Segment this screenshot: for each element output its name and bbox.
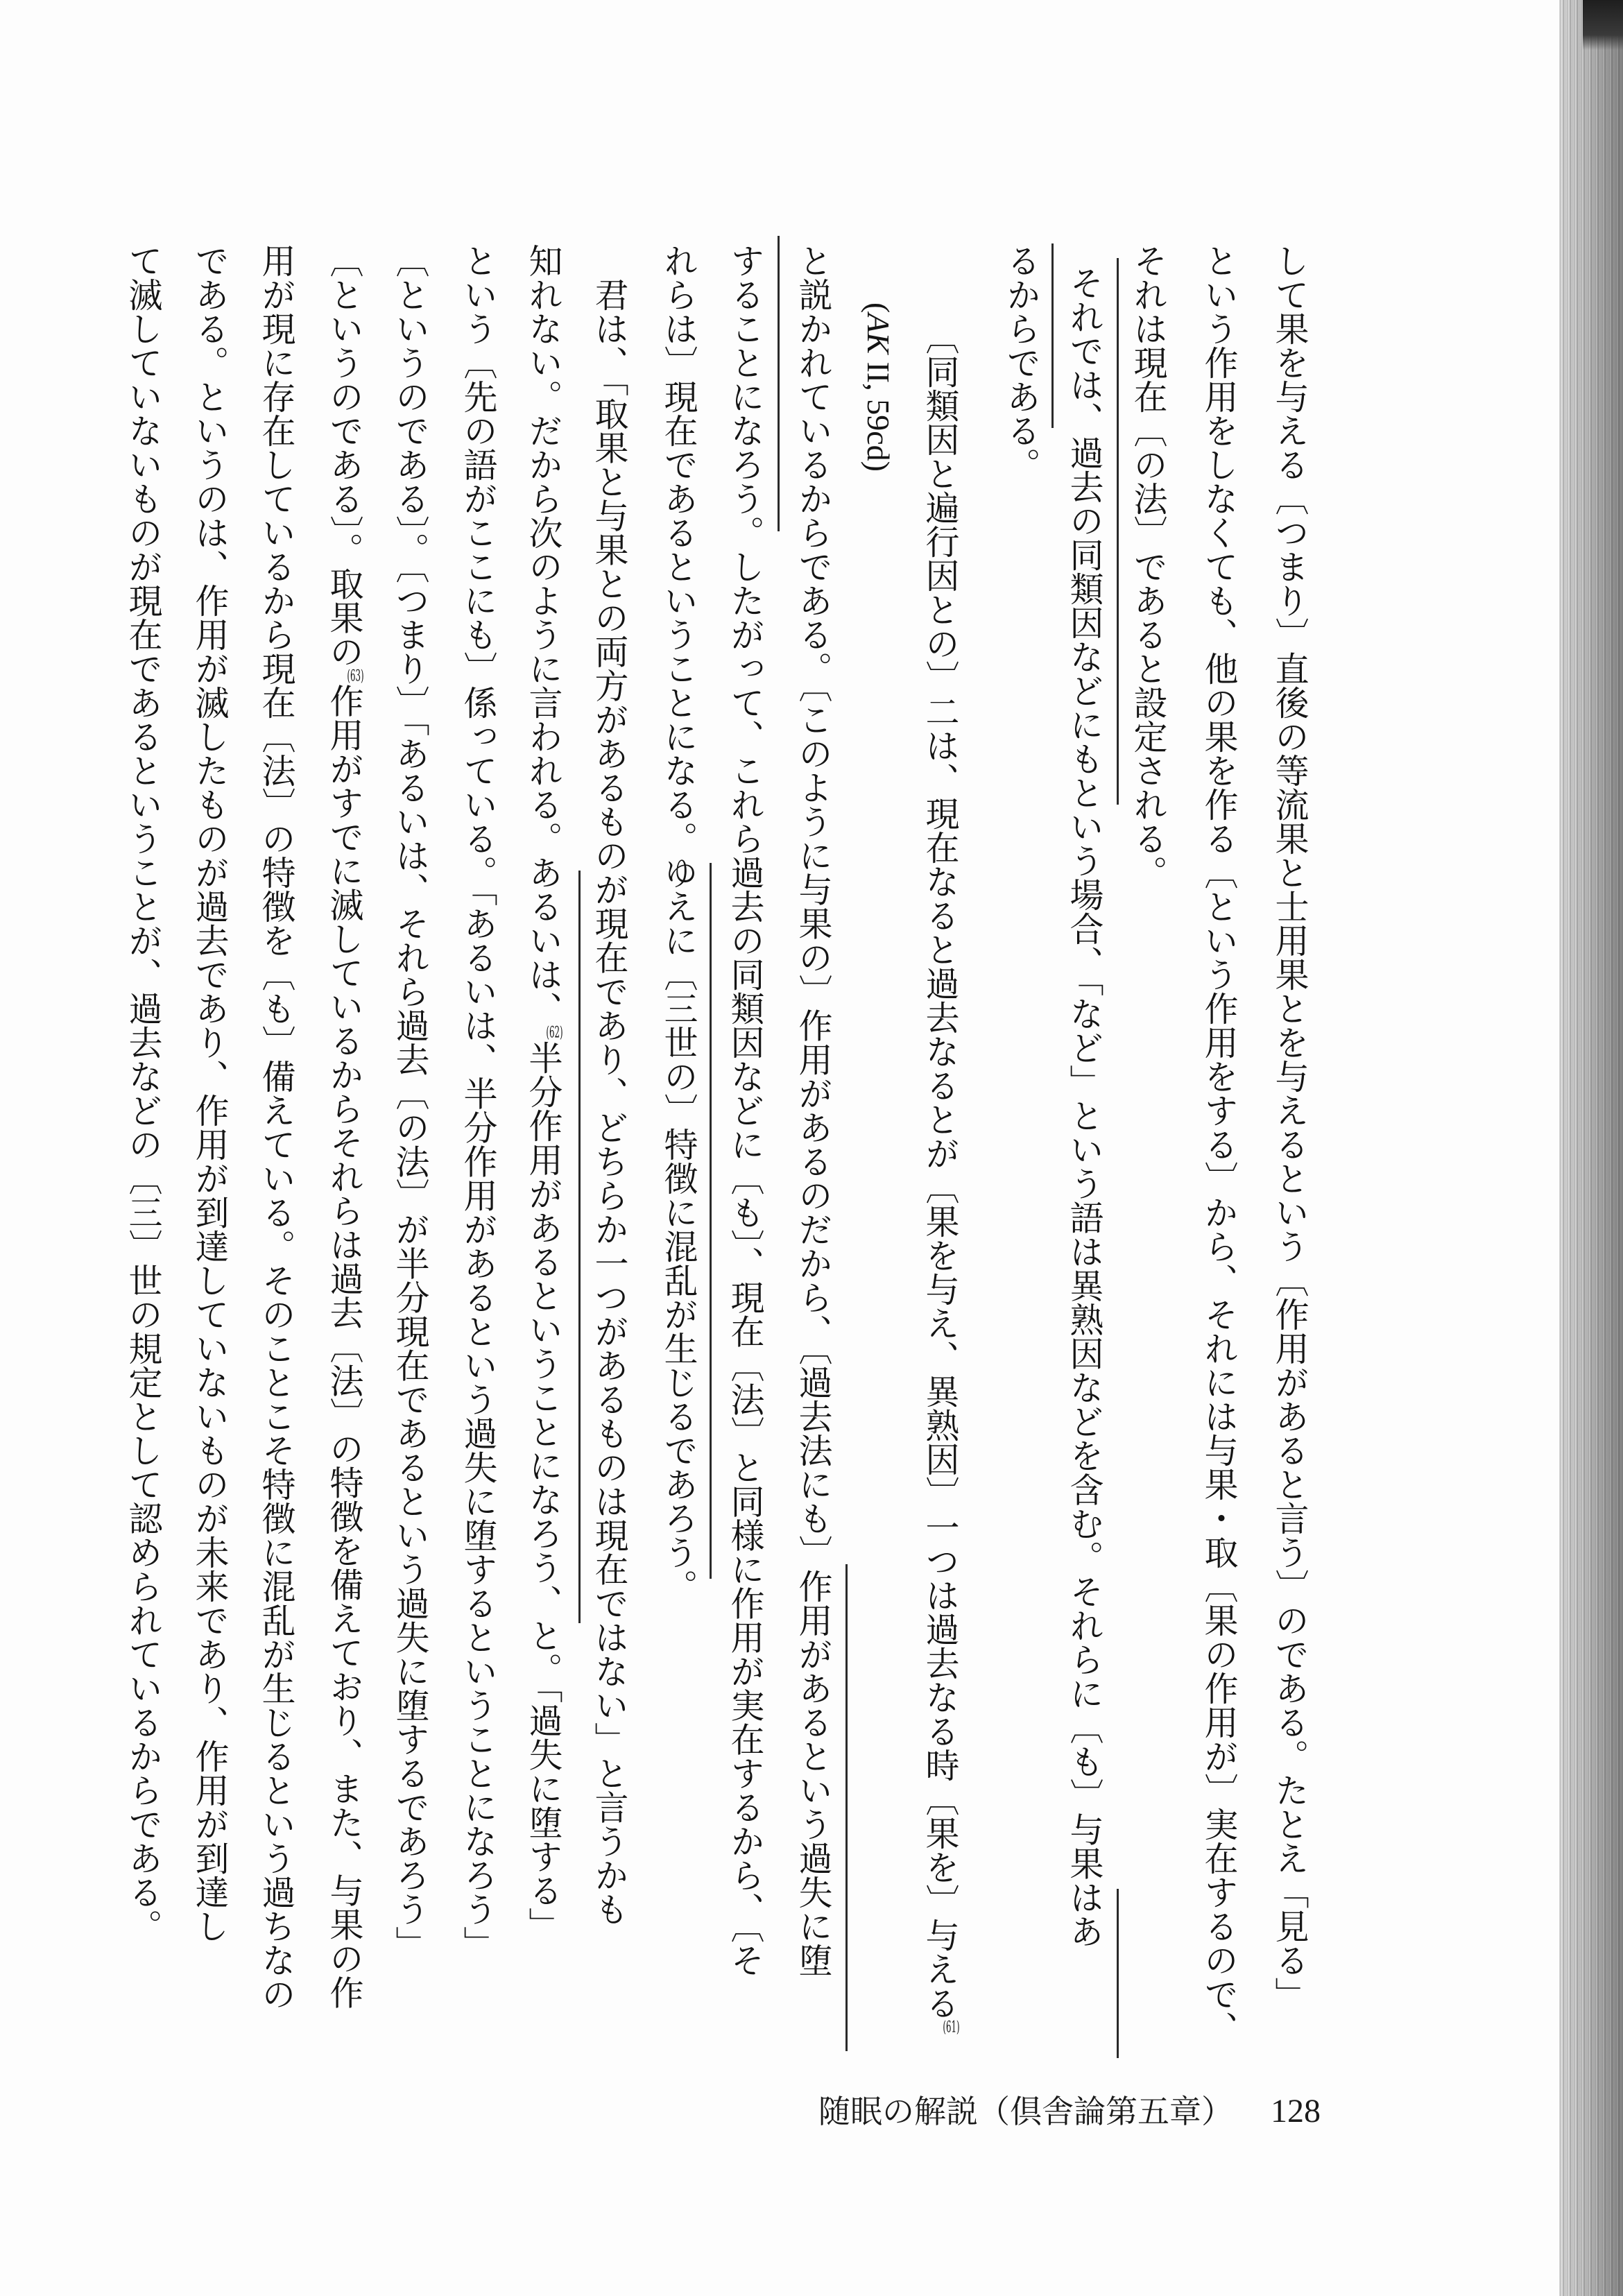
page-binding-edge (1559, 0, 1623, 2296)
column-text: することになろう。したがって、これら過去の同類因などに〔も〕、現在〔法〕と同様に作用が実在するから、〔そ (725, 243, 765, 1977)
column-text: れらは〕現在であるということになる。ゆえに〔三世の〕特徴に混乱が生じるであろう。 (659, 243, 698, 1603)
sideline-mark (710, 863, 712, 1579)
column-text: 〔というのである〕。取果の (325, 243, 364, 669)
sideline-mark (1117, 258, 1119, 805)
binding-shadow (1583, 0, 1623, 50)
footnote-ref-61: (61) (943, 2020, 960, 2035)
column-text: 知れない。だから次のように言われる。あるいは、 (524, 243, 563, 1025)
citation-abbr: AK (861, 313, 896, 354)
sideline-mark (1051, 243, 1054, 428)
citation-paren: ( (861, 302, 896, 314)
column-text: て滅していないものが現在であるということが、過去などの〔三〕世の規定として認められているからである。 (123, 243, 163, 1943)
column-text: して果を与える〔つまり〕直後の等流果と士用果とを与えるという〔作用があると言う〕のである。たとえ「見る」 (1270, 243, 1309, 2011)
sideline-mark (778, 236, 780, 531)
text-column-16 (255, 243, 297, 2011)
column-text: 半分作用があるということになろう、と。「過失に堕する」 (524, 1040, 563, 1942)
verse-quote-column (919, 320, 961, 2035)
text-column-18 (122, 243, 164, 1943)
text-column-2 (1198, 243, 1239, 2045)
text-column-4 (1063, 266, 1105, 1948)
sideline-mark (845, 1564, 848, 2051)
sideline-mark (578, 871, 581, 1623)
text-column-8 (792, 243, 834, 1977)
citation-column (857, 302, 899, 472)
column-text: という作用をしなくても、他の果を作る〔という作用をする〕から、それには与果・取〔果の作用が〕実在するので、 (1199, 243, 1239, 2045)
column-text: という〔先の語がここにも〕係っている。「あるいは、半分作用があるという過失に堕するということになろう」 (458, 243, 498, 1960)
text-column-15 (323, 243, 365, 2010)
text-column-1 (1269, 243, 1310, 2011)
column-text: それは現在〔の法〕であると設定される。 (1128, 243, 1168, 889)
text-column-3 (1127, 243, 1169, 889)
column-text: それでは、過去の同類因などにもという場合、「など」という語は異熟因などを含む。それらに〔も〕与果はあ (1065, 266, 1104, 1948)
citation-ref: II, 59cd) (861, 354, 896, 472)
page-number: 128 (1271, 2093, 1321, 2130)
footnote-ref-62: (62) (546, 1025, 563, 1040)
footnote-ref-63: (63) (347, 668, 364, 684)
text-column-11 (588, 277, 630, 1926)
sideline-mark (1117, 1889, 1119, 2058)
text-column-17 (189, 243, 230, 1943)
column-text: 作用がすでに滅しているからそれらは過去〔法〕の特徴を備えており、また、与果の作 (325, 683, 364, 2010)
running-head: 随眠の解説（倶舎論第五章） (818, 2093, 1233, 2130)
column-text: 〔というのである〕。〔つまり〕「あるいは、それら過去〔の法〕が半分現在であるという過失に堕するであろう」 (390, 243, 430, 1960)
column-text: 用が現に存在しているから現在〔法〕の特徴を〔も〕備えている。そのことこそ特徴に混乱が生じるという過ちなの (257, 243, 296, 2011)
text-column-10 (658, 243, 699, 1603)
column-text: るからである。 (1002, 243, 1041, 481)
column-text: と説かれているからである。〔このように与果の〕作用があるのだから、〔過去法にも〕作用があるという過失に堕 (793, 243, 833, 1977)
column-text: 〔同類因と遍行因との〕二は、現在なると過去なるとが〔果を与え、異熟因〕一つは過去なる時〔果を〕与える (920, 320, 960, 2020)
text-column-13 (457, 243, 499, 1960)
text-column-9 (724, 243, 766, 1977)
text-column-12 (522, 243, 564, 1942)
text-column-14 (389, 243, 431, 1960)
column-text: 君は、「取果と与果との両方があるものが現在であり、どちらか一つがあるものは現在ではない」と言うかも (590, 277, 629, 1926)
text-column-5 (1000, 243, 1042, 481)
column-text: である。というのは、作用が滅したものが過去であり、作用が到達していないものが未来であり、作用が到達し (190, 243, 230, 1943)
